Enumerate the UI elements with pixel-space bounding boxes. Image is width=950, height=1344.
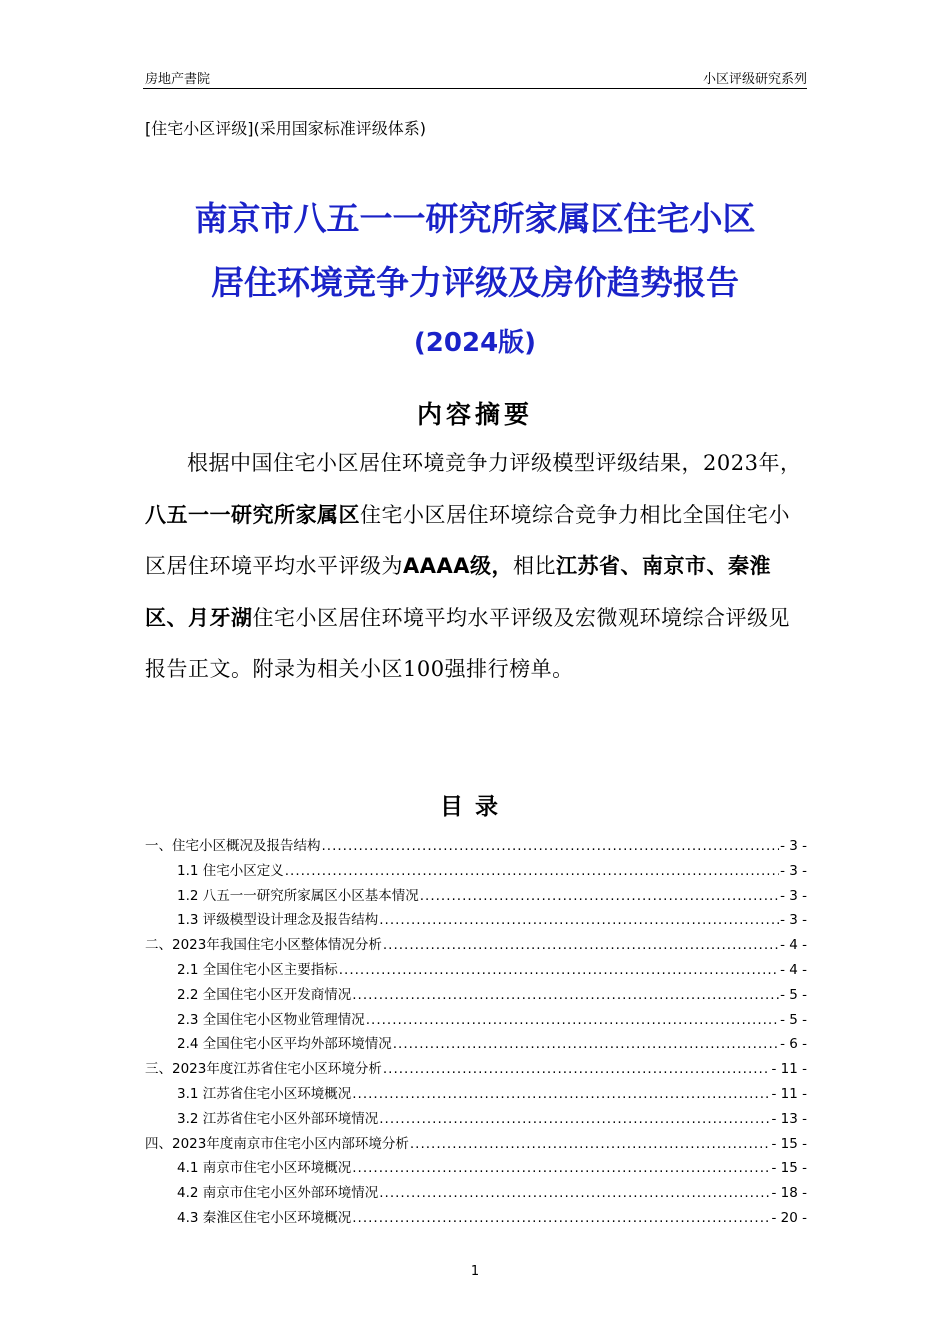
- toc-entry[interactable]: [145, 908, 807, 933]
- report-title-line2: 居住环境竞争力评级及房价趋势报告: [211, 263, 739, 302]
- page-number: 1: [470, 1264, 480, 1279]
- toc-dot-leader: [366, 1012, 779, 1028]
- toc-dot-leader: [339, 962, 779, 978]
- abstract-paragraph: [145, 438, 810, 696]
- toc-dot-leader: [393, 1036, 779, 1052]
- toc-entry-title: 二、2023年我国住宅小区整体情况分析: [145, 937, 382, 954]
- toc-entry-title: 3.2 江苏省住宅小区外部环境情况: [177, 1110, 379, 1127]
- toc-entry[interactable]: [145, 983, 807, 1008]
- toc-entry-title: 一、住宅小区概况及报告结构: [145, 838, 321, 854]
- toc-entry[interactable]: [145, 933, 807, 958]
- toc-entry-title: 3.1 江苏省住宅小区环境概况: [177, 1085, 352, 1102]
- abstract-bold-regions: 江苏省、南京市、秦淮区、月牙湖: [145, 554, 772, 630]
- toc-entry-page: - 5 -: [780, 986, 807, 1003]
- abstract-heading: 内容摘要: [416, 400, 533, 429]
- toc-entry-title: 1.1 住宅小区定义: [177, 862, 284, 879]
- toc-entry-title: 2.1 全国住宅小区主要指标: [177, 961, 338, 978]
- toc-dot-leader: [352, 1086, 770, 1102]
- report-edition: (2024版): [413, 328, 537, 358]
- toc-entry[interactable]: [145, 1057, 807, 1082]
- toc-entry-title: 4.3 秦淮区住宅小区环境概况: [177, 1209, 352, 1226]
- toc-dot-leader: [379, 1185, 770, 1201]
- toc-entry-page: - 15 -: [771, 1135, 807, 1152]
- toc-entry-title: 2.2 全国住宅小区开发商情况: [177, 986, 352, 1003]
- toc-entry-page: - 3 -: [780, 838, 807, 854]
- toc-entry-title: 三、2023年度江苏省住宅小区环境分析: [145, 1061, 382, 1078]
- abstract-text-4: 住宅小区居住环境平均水平评级及宏微观环境综合评级见报告正文。附录为相关小区100强排行榜单。: [145, 605, 790, 681]
- toc-dot-leader: [379, 912, 779, 928]
- toc-entry-page: - 11 -: [771, 1085, 807, 1102]
- report-title-line1: 南京市八五一一研究所家属区住宅小区: [194, 199, 756, 238]
- toc-dot-leader: [322, 838, 780, 854]
- abstract-bold-rating: AAAA级，: [403, 554, 514, 578]
- toc-entry-page: - 11 -: [771, 1061, 807, 1078]
- toc-dot-leader: [420, 888, 779, 904]
- toc-entry[interactable]: [145, 834, 807, 859]
- toc-dot-leader: [379, 1111, 770, 1127]
- toc-dot-leader: [410, 1136, 771, 1152]
- toc-dot-leader: [383, 1061, 771, 1077]
- toc-entry-title: 4.2 南京市住宅小区外部环境情况: [177, 1185, 379, 1202]
- toc-entry[interactable]: [145, 859, 807, 884]
- toc-entry-title: 四、2023年度南京市住宅小区内部环境分析: [145, 1135, 409, 1152]
- toc-entry-page: - 20 -: [771, 1209, 807, 1226]
- toc-entry-page: - 3 -: [780, 912, 807, 929]
- abstract-text-2: 住宅小区居住环境综合竞争力相比全国住宅小区居住环境平均水平评级为: [145, 502, 790, 578]
- toc-entry[interactable]: [145, 1181, 807, 1206]
- report-category: [住宅小区评级](采用国家标准评级体系): [145, 119, 426, 138]
- toc-entry-title: 2.4 全国住宅小区平均外部环境情况: [177, 1036, 392, 1053]
- toc-dot-leader: [352, 1160, 770, 1176]
- toc-entry[interactable]: [145, 1032, 807, 1057]
- header-right-text: 小区评级研究系列: [702, 72, 807, 87]
- toc-entry-title: 1.2 八五一一研究所家属区小区基本情况: [177, 887, 419, 904]
- toc-entry-title: 2.3 全国住宅小区物业管理情况: [177, 1011, 365, 1028]
- toc-entry[interactable]: [145, 884, 807, 909]
- toc-dot-leader: [352, 1210, 770, 1226]
- toc-entry-page: - 13 -: [771, 1110, 807, 1127]
- toc-entry-page: - 3 -: [780, 862, 807, 879]
- toc-entry-page: - 18 -: [771, 1185, 807, 1202]
- toc-entry[interactable]: [145, 1008, 807, 1033]
- toc-entry-page: - 5 -: [780, 1011, 807, 1028]
- toc-entry[interactable]: [145, 1206, 807, 1231]
- toc-dot-leader: [352, 987, 779, 1003]
- toc-entry-page: - 3 -: [780, 887, 807, 904]
- toc-entry[interactable]: [145, 958, 807, 983]
- toc-dot-leader: [285, 863, 779, 879]
- header-left-text: 房地产書院: [145, 72, 211, 87]
- toc-entry[interactable]: [145, 1156, 807, 1181]
- toc-entry[interactable]: [145, 1082, 807, 1107]
- toc-entry[interactable]: [145, 1107, 807, 1132]
- toc-entry[interactable]: [145, 1132, 807, 1157]
- toc-dot-leader: [383, 937, 779, 953]
- toc-entry-title: 1.3 评级模型设计理念及报告结构: [177, 912, 379, 929]
- toc-entry-title: 4.1 南京市住宅小区环境概况: [177, 1160, 352, 1177]
- toc-entry-page: - 4 -: [780, 937, 807, 954]
- toc-heading: 目录: [440, 794, 510, 820]
- page-header: [143, 66, 807, 89]
- abstract-text-1: 根据中国住宅小区居住环境竞争力评级模型评级结果，2023年，: [187, 451, 802, 475]
- abstract-bold-community: 八五一一研究所家属区: [145, 502, 360, 527]
- toc-entry-page: - 6 -: [780, 1036, 807, 1053]
- toc-entry-page: - 15 -: [771, 1160, 807, 1177]
- table-of-contents: [145, 834, 807, 1231]
- toc-entry-page: - 4 -: [780, 961, 807, 978]
- abstract-text-3: 相比: [513, 554, 557, 578]
